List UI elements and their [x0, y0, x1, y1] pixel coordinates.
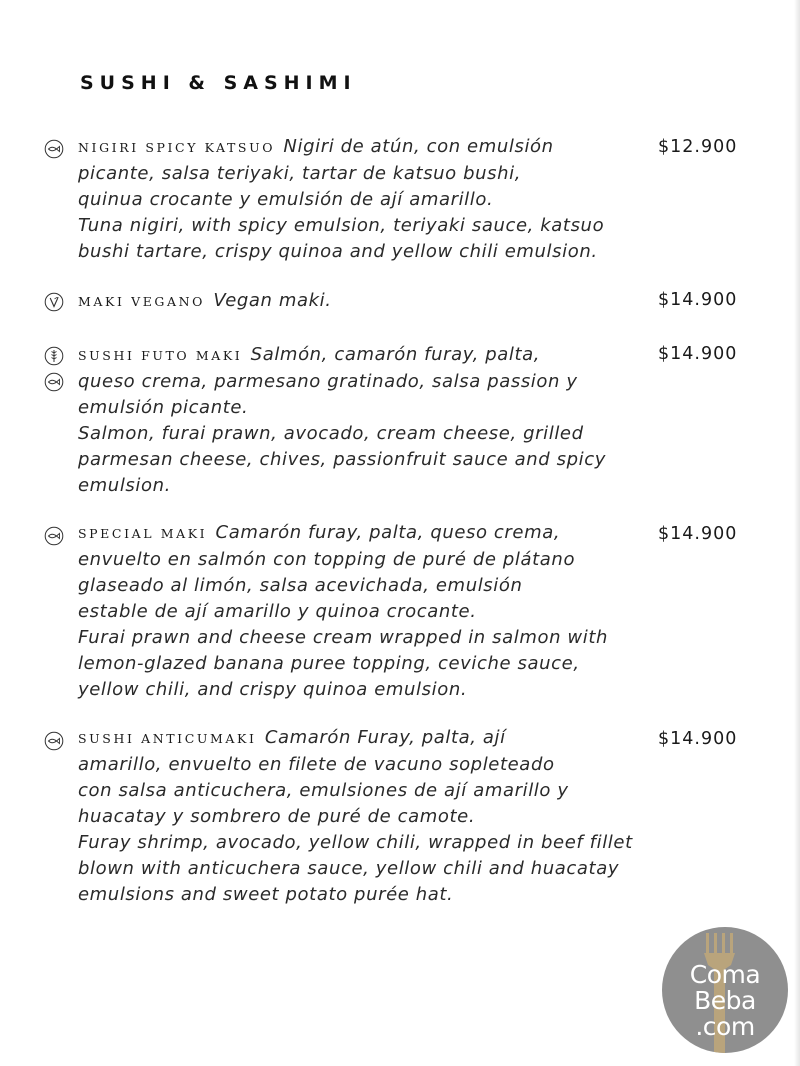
description-line: Nigiri de atún, con emulsión	[283, 136, 554, 157]
logo-text-com: .com	[695, 1012, 755, 1041]
description-line-en: Tuna nigiri, with spicy emulsion, teriyaki sauce, katsuo	[78, 215, 605, 236]
item-description	[78, 134, 648, 265]
description-line: emulsión picante.	[78, 397, 249, 418]
description-line: quinua crocante y emulsión de ají amarillo.	[78, 189, 494, 210]
logo-text-beba: Beba	[694, 986, 756, 1015]
dish-name: SPECIAL MAKI	[78, 526, 208, 541]
description-line: Vegan maki.	[213, 290, 332, 311]
dish-name: SUSHI FUTO MAKI	[78, 348, 243, 363]
description-line: huacatay y sombrero de puré de camote.	[78, 806, 476, 827]
description-line: envuelto en salmón con topping de puré de plátano	[78, 549, 576, 570]
fish-icon	[44, 139, 64, 159]
item-description	[78, 288, 648, 315]
description-line: Salmón, camarón furay, palta,	[250, 344, 541, 365]
description-line: amarillo, envuelto en filete de vacuno sopleteado	[78, 754, 555, 775]
description-line-en: lemon-glazed banana puree topping, ceviche sauce,	[78, 653, 580, 674]
description-line-en: Salmon, furai prawn, avocado, cream cheese, grilled	[78, 423, 584, 444]
fish-icon	[44, 526, 64, 546]
description-line-en: emulsions and sweet potato purée hat.	[78, 884, 454, 905]
description-line-en: Furay shrimp, avocado, yellow chili, wrapped in beef fillet	[78, 832, 633, 853]
fish-icon	[44, 731, 64, 751]
wheat-icon	[44, 346, 64, 366]
item-description	[78, 342, 648, 499]
description-line-en: Furai prawn and cheese cream wrapped in salmon with	[78, 627, 608, 648]
description-line-en: emulsion.	[78, 475, 171, 496]
comabeba-watermark-logo	[662, 927, 788, 1053]
description-line: queso crema, parmesano gratinado, salsa passion y	[78, 371, 578, 392]
item-price: $12.900	[658, 137, 738, 157]
description-line: con salsa anticuchera, emulsiones de ají amarillo y	[78, 780, 569, 801]
section-title: SUSHI & SASHIMI	[80, 72, 357, 94]
dish-name: MAKI VEGANO	[78, 294, 206, 309]
description-line-en: yellow chili, and crispy quinoa emulsion.	[78, 679, 468, 700]
item-description	[78, 520, 648, 703]
item-price: $14.900	[658, 729, 738, 749]
description-line: estable de ají amarillo y quinoa crocante.	[78, 601, 477, 622]
dish-name: NIGIRI SPICY KATSUO	[78, 140, 276, 155]
item-price: $14.900	[658, 344, 738, 364]
description-line-en: blown with anticuchera sauce, yellow chili and huacatay	[78, 858, 620, 879]
fish-icon	[44, 372, 64, 392]
dish-name: SUSHI ANTICUMAKI	[78, 731, 257, 746]
item-price: $14.900	[658, 290, 738, 310]
description-line: picante, salsa teriyaki, tartar de katsuo bushi,	[78, 163, 522, 184]
logo-text-coma: Coma	[689, 960, 761, 989]
description-line: Camarón Furay, palta, ají	[264, 727, 506, 748]
item-price: $14.900	[658, 524, 738, 544]
description-line: Camarón furay, palta, queso crema,	[215, 522, 561, 543]
description-line-en: bushi tartare, crispy quinoa and yellow chili emulsion.	[78, 241, 598, 262]
page-edge-shadow	[794, 0, 800, 1066]
description-line: glaseado al limón, salsa acevichada, emulsión	[78, 575, 523, 596]
vegan-icon	[44, 292, 64, 312]
description-line-en: parmesan cheese, chives, passionfruit sauce and spicy	[78, 449, 607, 470]
item-description	[78, 725, 648, 908]
